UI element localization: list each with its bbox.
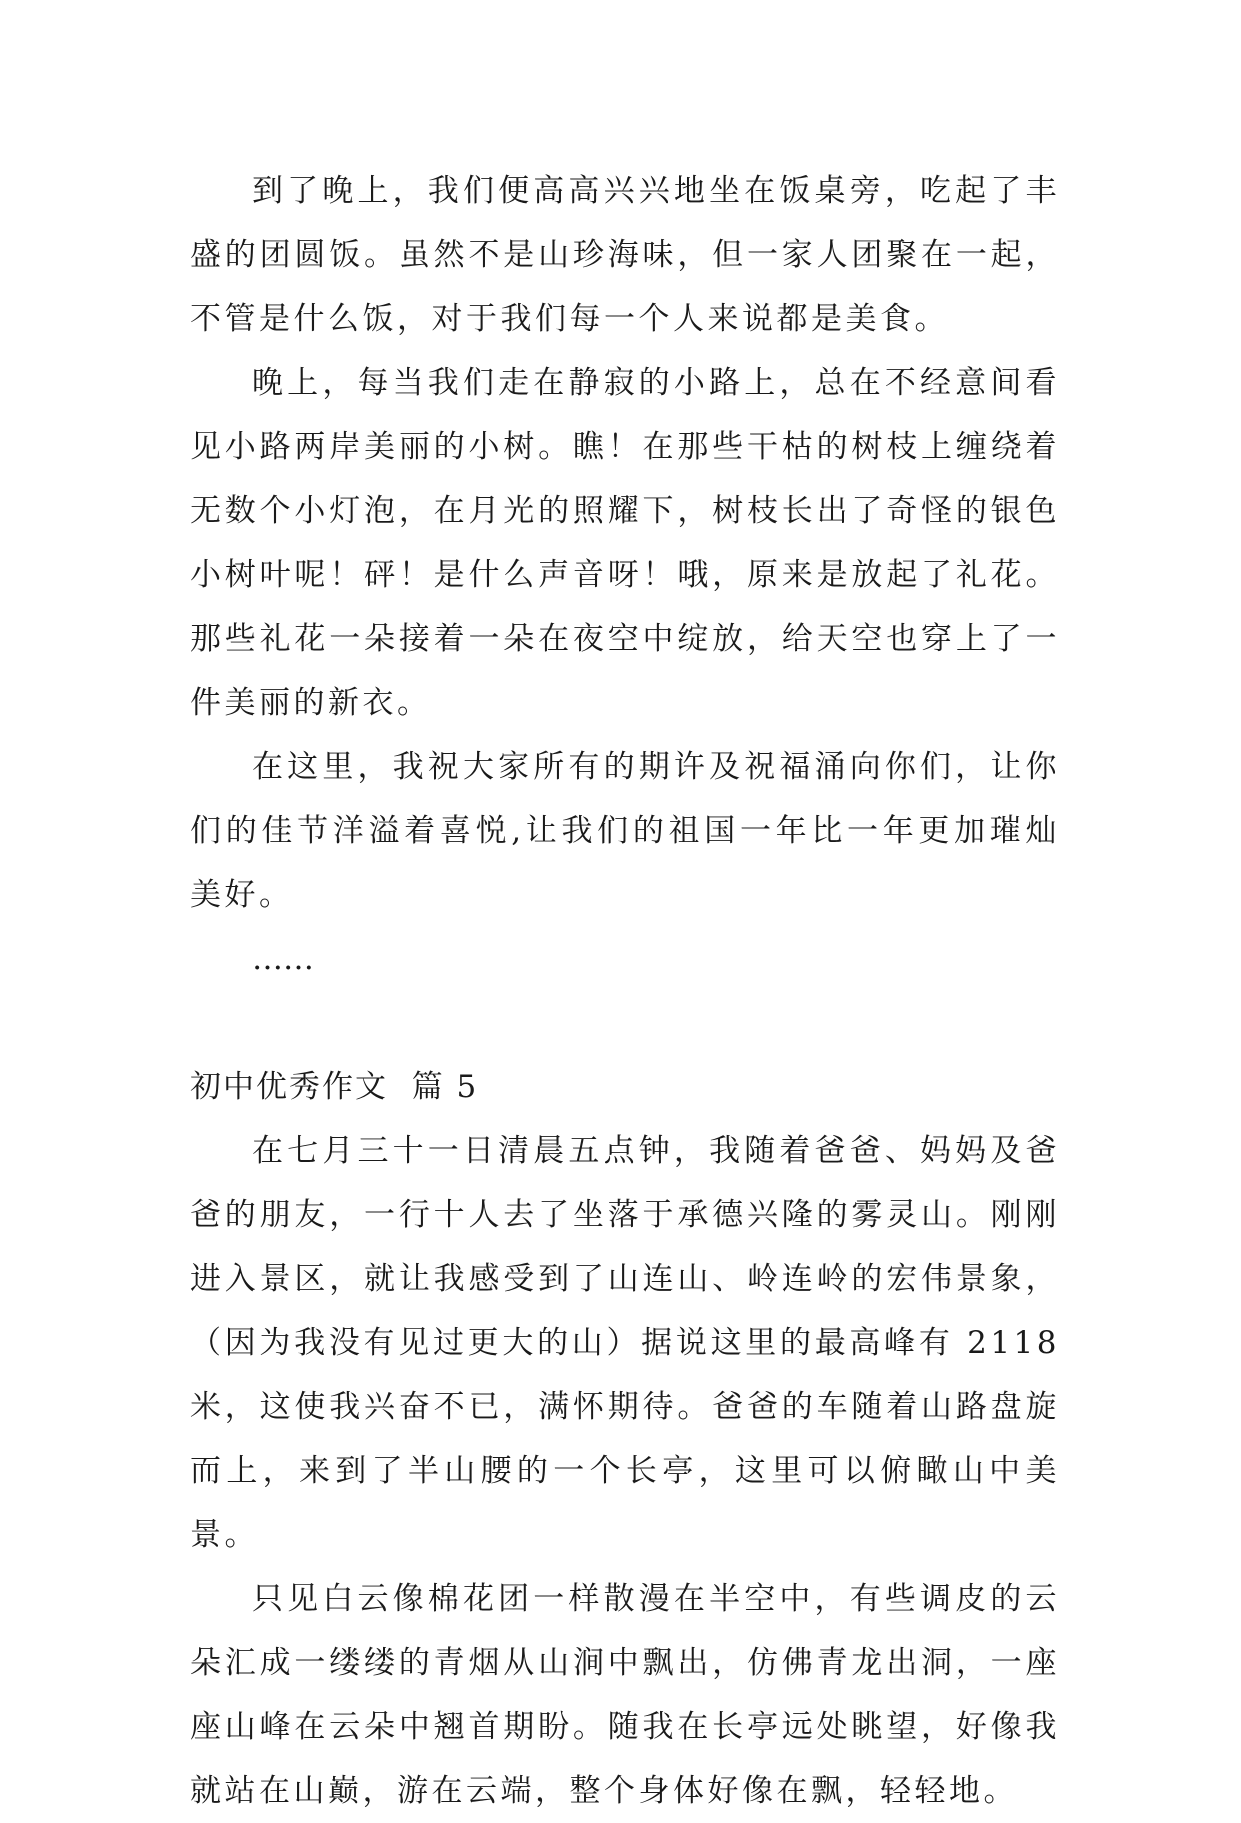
paragraph: 只见白云像棉花团一样散漫在半空中，有些调皮的云朵汇成一缕缕的青烟从山涧中飘出，仿佛青龙出洞，一座座山峰在云朵中翘首期盼。随我在长亭远处眺望，好像我就站在山巅，游在云端，整个身体好像在飘，轻轻地。: [190, 1581, 1060, 1809]
paragraph: 在七月三十一日清晨五点钟，我随着爸爸、妈妈及爸爸的朋友，一行十人去了坐落于承德兴隆的雾灵山。刚刚进入景区，就让我感受到了山连山、岭连岭的宏伟景象，（因为我没有见过更大的山）据说这里的最高峰有 2118 米，这使我兴奋不已，满怀期待。爸爸的车随着山路盘旋而上，来到了半山腰的一个长亭，这里可以俯瞰山中美景。: [190, 1133, 1060, 1553]
section-heading: 初中优秀作文 篇 5: [190, 1069, 479, 1105]
ellipsis: ……: [252, 941, 314, 977]
paragraph: 在这里，我祝大家所有的期许及祝福涌向你们，让你们的佳节洋溢着喜悦,让我们的祖国一年比一年更加璀灿美好。: [190, 749, 1060, 913]
paragraph: 晚上，每当我们走在静寂的小路上，总在不经意间看见小路两岸美丽的小树。瞧！在那些干枯的树枝上缠绕着无数个小灯泡，在月光的照耀下，树枝长出了奇怪的银色小树叶呢！砰！是什么声音呀！哦，原来是放起了礼花。那些礼花一朵接着一朵在夜空中绽放，给天空也穿上了一件美丽的新衣。: [190, 365, 1060, 721]
paragraph: 到了晚上，我们便高高兴兴地坐在饭桌旁，吃起了丰盛的团圆饭。虽然不是山珍海味，但一家人团聚在一起，不管是什么饭，对于我们每一个人来说都是美食。: [190, 173, 1060, 337]
document-body: [190, 159, 1060, 1823]
